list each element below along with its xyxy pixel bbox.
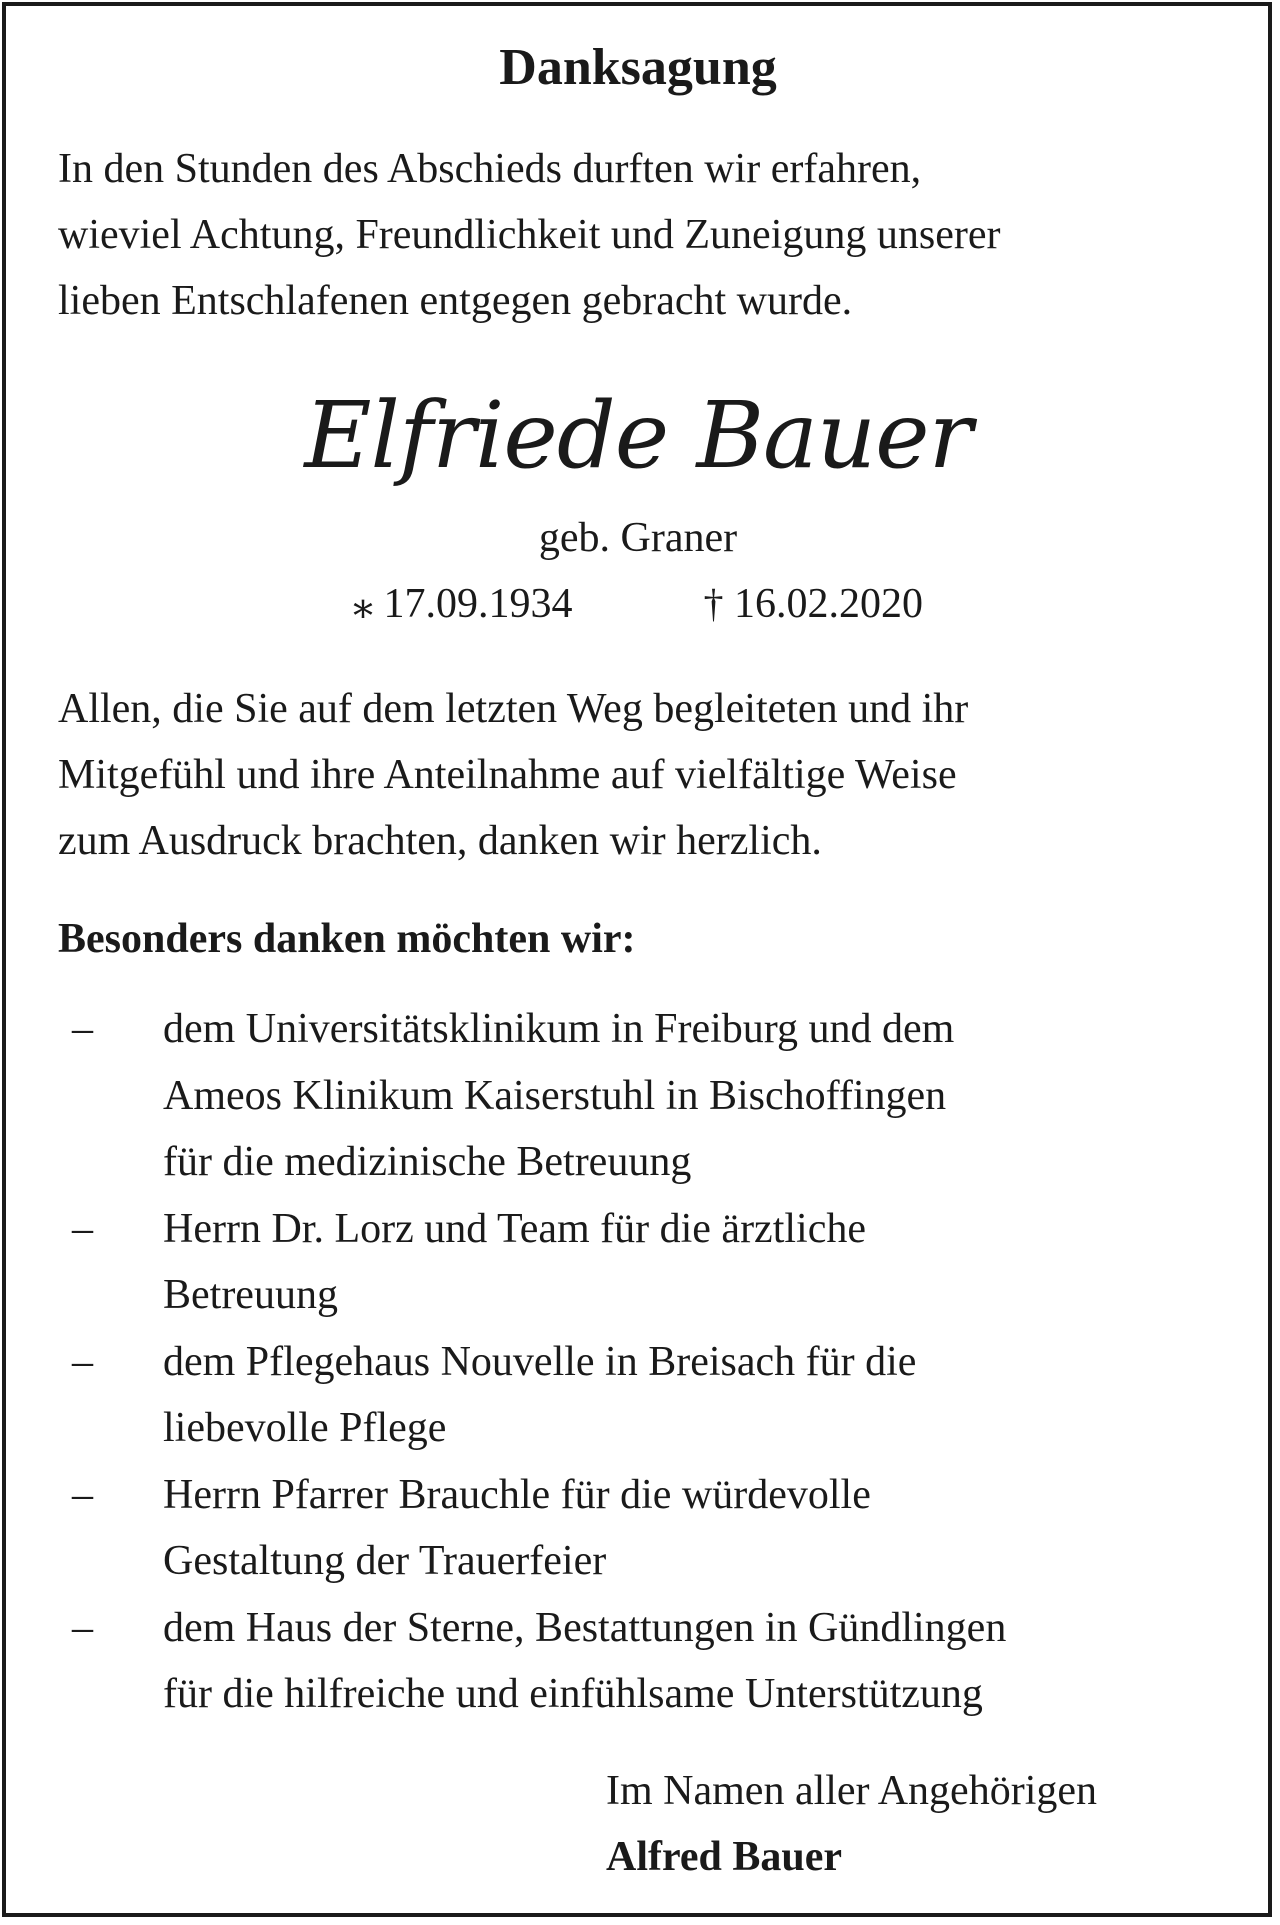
intro-line: wieviel Achtung, Freundlichkeit und Zuneigung unserer [58,212,1001,258]
obituary-notice [6,6,1270,1915]
list-item-line: Gestaltung der Trauerfeier [163,1538,607,1584]
dash-bullet: – [72,1006,93,1052]
deceased-name: Elfriede Bauer [304,382,972,489]
special-thanks-list [58,996,1248,1728]
list-item-line: Herrn Dr. Lorz und Team für die ärztliche [163,1205,866,1252]
thanks-line: zum Ausdruck brachten, danken wir herzlich. [58,818,822,864]
intro-line: In den Stunden des Abschieds durften wir erfahren, [58,146,922,192]
death-cross-icon: † [703,581,724,626]
thanks-paragraph [58,676,1248,874]
life-dates [6,574,1270,634]
list-item-line: für die medizinische Betreuung [163,1139,692,1185]
list-item [58,1196,1248,1329]
list-item-line: dem Pflegehaus Nouvelle in Breisach für die [163,1338,917,1385]
list-item-line: Ameos Klinikum Kaiserstuhl in Bischoffingen [163,1072,947,1119]
list-item [58,996,1248,1196]
list-item [58,1462,1248,1595]
dash-bullet: – [72,1205,93,1252]
list-item-line: dem Haus der Sterne, Bestattungen in Gündlingen [163,1604,1007,1651]
birth-star-icon: ⁎ [353,581,373,626]
thanks-line: Allen, die Sie auf dem letzten Weg begleiteten und ihr [58,686,969,732]
signature-line: Im Namen aller Angehörigen [606,1768,1097,1814]
list-item-line: für die hilfreiche und einfühlsame Unterstützung [163,1671,983,1717]
birth-date: 17.09.1934 [383,581,573,627]
thanks-line: Mitgefühl und ihre Anteilnahme auf vielfältige Weise [58,752,957,798]
death-date: 16.02.2020 [734,581,923,627]
list-item [58,1329,1248,1462]
list-item-line: Betreuung [163,1272,338,1318]
list-item [58,1595,1248,1728]
list-item-line: dem Universitätsklinikum in Freiburg und dem [163,1006,955,1052]
signer-name: Alfred Bauer [606,1834,843,1880]
dash-bullet: – [72,1338,93,1385]
special-thanks-heading: Besonders danken möchten wir: [58,916,636,962]
notice-title: Danksagung [499,39,777,96]
maiden-name: geb. Graner [538,515,738,561]
list-item-line: Herrn Pfarrer Brauchle für die würdevolle [163,1471,871,1518]
intro-line: lieben Entschlafenen entgegen gebracht wurde. [58,278,853,324]
dash-bullet: – [72,1604,93,1651]
notice-frame [2,2,1272,1917]
dash-bullet: – [72,1471,93,1518]
intro-paragraph [58,136,1248,334]
signature-block [606,1758,1097,1890]
list-item-line: liebevolle Pflege [163,1405,447,1451]
